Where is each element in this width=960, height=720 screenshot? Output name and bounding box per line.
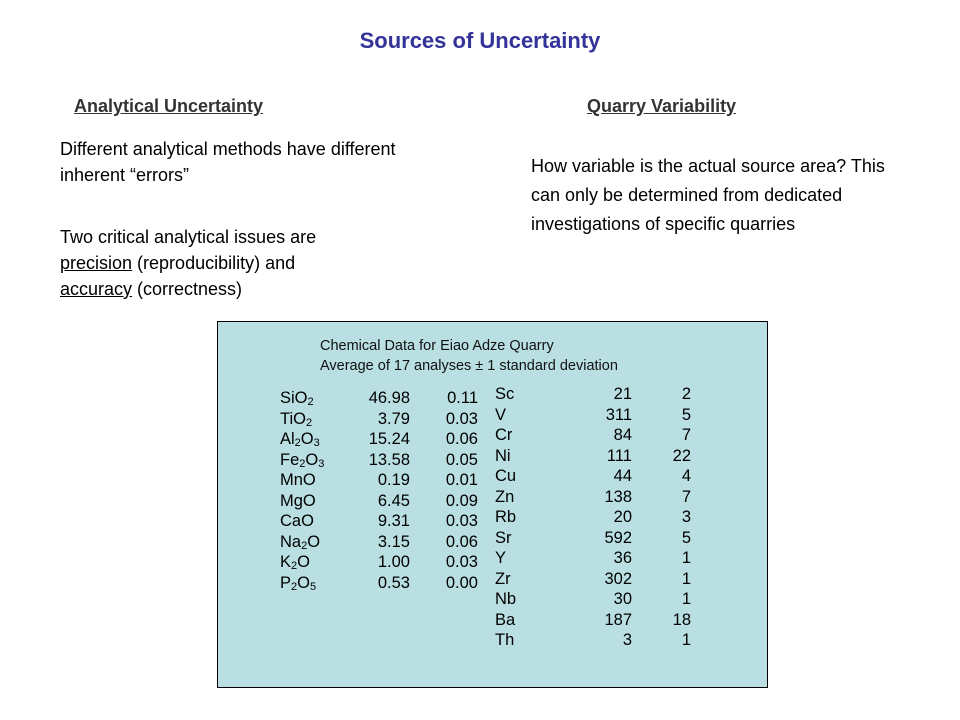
mean-value: 3.15 xyxy=(377,532,410,551)
sd-value: 1 xyxy=(681,569,691,588)
mean-value: 46.98 xyxy=(368,389,410,407)
element-label: Th xyxy=(495,631,515,649)
mean-value: 13.58 xyxy=(368,450,410,469)
mean-value: 44 xyxy=(613,467,632,485)
mean-value: 15.24 xyxy=(368,430,410,448)
table-row xyxy=(495,466,725,487)
table-row xyxy=(280,409,480,430)
sd-value: 3 xyxy=(681,508,691,526)
element-label: $Al_2O_3$ xyxy=(280,430,320,449)
sd-value: 0.03 xyxy=(445,512,478,530)
element-label: Cr xyxy=(495,426,513,444)
element-label: Cu xyxy=(495,467,517,485)
element-label: Sc xyxy=(495,385,515,403)
element-label: CaO xyxy=(280,512,314,530)
element-label: $Na_2O$ xyxy=(280,532,321,552)
sd-value: 1 xyxy=(681,590,691,608)
sd-value: 0.03 xyxy=(445,553,478,571)
mean-value: 138 xyxy=(604,487,632,506)
mean-value: 111 xyxy=(606,446,632,465)
trace-element-table xyxy=(495,384,725,651)
mean-value: 36 xyxy=(613,549,632,567)
sd-value: 5 xyxy=(681,528,691,547)
element-label: Sr xyxy=(495,528,512,547)
table-row xyxy=(495,405,725,426)
table-row xyxy=(280,429,480,450)
table-row xyxy=(495,569,725,590)
table-row xyxy=(495,384,725,405)
table-row xyxy=(280,532,480,553)
caption-line-1: Chemical Data for Eiao Adze Quarry xyxy=(320,338,554,354)
table-row xyxy=(495,589,725,610)
mean-value: 20 xyxy=(613,508,632,526)
element-label: V xyxy=(495,405,507,424)
mean-value: 21 xyxy=(613,385,632,403)
element-label: $K_2O$ xyxy=(280,553,310,572)
table-row xyxy=(280,491,480,512)
mean-value: 311 xyxy=(605,405,632,424)
element-label: Ba xyxy=(495,610,516,629)
mean-value: 6.45 xyxy=(377,491,410,510)
precision-term: precision xyxy=(60,253,133,273)
sd-value: 0.06 xyxy=(445,532,478,551)
mean-value: 3.79 xyxy=(377,409,410,428)
mean-value: 0.19 xyxy=(377,471,410,489)
table-row xyxy=(495,548,725,569)
element-label: $Fe_2O_3$ xyxy=(280,450,325,470)
chemical-data-panel xyxy=(217,321,768,688)
critical-issues-text-a: Two critical analytical issues are xyxy=(60,227,317,247)
sd-value: 22 xyxy=(672,446,691,465)
critical-issues-paragraph xyxy=(60,224,440,302)
chemical-data-caption xyxy=(320,336,618,376)
element-label: MnO xyxy=(280,471,316,489)
mean-value: 1.00 xyxy=(377,553,410,571)
accuracy-term: accuracy xyxy=(60,279,133,299)
element-label: Zr xyxy=(495,569,511,588)
mean-value: 302 xyxy=(604,569,632,588)
table-row xyxy=(495,425,725,446)
sd-value: 0.06 xyxy=(445,430,478,448)
quarry-variability-paragraph: How variable is the actual source area? This can only be determined from dedicated investigations of specific quarries xyxy=(531,156,885,234)
sd-value: 7 xyxy=(681,426,691,444)
sd-value: 0.00 xyxy=(445,573,478,592)
element-label: TiO$_2$ xyxy=(280,409,313,429)
table-row xyxy=(495,630,725,651)
quarry-variability-heading: Quarry Variability xyxy=(587,96,737,116)
element-label: Y xyxy=(495,549,507,567)
critical-issues-text-b: (reproducibility) and xyxy=(132,253,296,273)
element-label: MgO xyxy=(280,491,316,510)
table-row xyxy=(495,528,725,549)
table-row xyxy=(495,446,725,467)
critical-issues-text-c: (correctness) xyxy=(132,279,243,299)
sd-value: 0.01 xyxy=(445,471,478,489)
element-label: Rb xyxy=(495,508,517,526)
analytical-uncertainty-heading: Analytical Uncertainty xyxy=(74,96,264,116)
sd-value: 4 xyxy=(681,467,691,485)
table-row xyxy=(280,552,480,573)
table-row xyxy=(495,487,725,508)
sd-value: 1 xyxy=(681,549,691,567)
table-row xyxy=(495,507,725,528)
sd-value: 0.05 xyxy=(445,450,478,469)
element-label: Zn xyxy=(495,487,515,506)
table-row xyxy=(495,610,725,631)
analytical-methods-paragraph: Different analytical methods have different inherent “errors” xyxy=(60,139,396,185)
table-row xyxy=(280,388,480,409)
sd-value: 5 xyxy=(681,405,691,424)
table-row xyxy=(280,470,480,491)
mean-value: 84 xyxy=(613,426,632,444)
element-label: Nb xyxy=(495,590,517,608)
sd-value: 0.03 xyxy=(445,409,478,428)
sd-value: 2 xyxy=(681,385,691,403)
element-label: Ni xyxy=(495,446,511,465)
mean-value: 3 xyxy=(622,631,632,649)
sd-value: 7 xyxy=(681,487,691,506)
sd-value: 0.11 xyxy=(447,389,478,407)
mean-value: 30 xyxy=(613,590,632,608)
sd-value: 18 xyxy=(672,610,691,629)
mean-value: 0.53 xyxy=(377,573,410,592)
mean-value: 187 xyxy=(604,610,632,629)
major-oxide-table xyxy=(280,388,480,593)
table-row xyxy=(280,450,480,471)
mean-value: 592 xyxy=(604,528,632,547)
sd-value: 1 xyxy=(681,631,691,649)
element-label: SiO$_2$ xyxy=(280,389,314,408)
table-row xyxy=(280,511,480,532)
element-label: $P_2O_5$ xyxy=(280,573,317,593)
mean-value: 9.31 xyxy=(377,512,410,530)
page-title: Sources of Uncertainty xyxy=(359,28,601,53)
sd-value: 0.09 xyxy=(445,491,478,510)
caption-line-2: Average of 17 analyses ± 1 standard deviation xyxy=(320,358,618,374)
table-row xyxy=(280,573,480,594)
